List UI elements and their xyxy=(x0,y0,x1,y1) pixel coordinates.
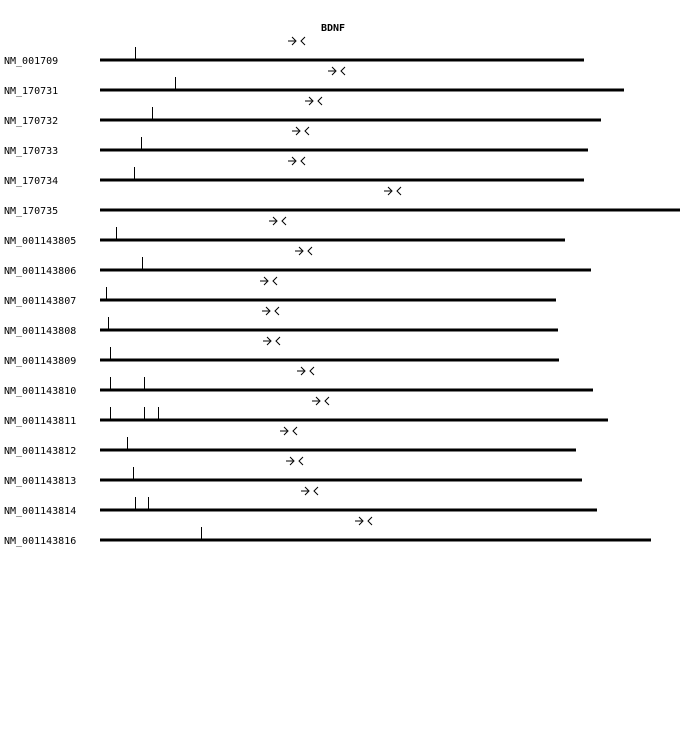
reverse-primer-icon xyxy=(273,277,277,285)
transcript-row xyxy=(4,277,556,307)
transcript-label: NM_001143814 xyxy=(4,506,77,517)
forward-primer-icon xyxy=(288,157,296,165)
forward-primer-icon xyxy=(260,277,268,285)
forward-primer-icon xyxy=(355,517,363,525)
forward-primer-icon xyxy=(292,127,300,135)
reverse-primer-icon xyxy=(341,67,345,75)
transcript-row xyxy=(4,187,680,217)
forward-primer-icon xyxy=(384,187,392,195)
transcript-row xyxy=(4,337,559,367)
forward-primer-icon xyxy=(301,487,309,495)
transcript-row xyxy=(4,367,593,397)
transcript-label: NM_170732 xyxy=(4,116,59,127)
reverse-primer-icon xyxy=(299,457,303,465)
transcript-row xyxy=(4,157,584,187)
reverse-primer-icon xyxy=(282,217,286,225)
transcript-row xyxy=(4,67,624,97)
forward-primer-icon xyxy=(305,97,313,105)
forward-primer-icon xyxy=(312,397,320,405)
transcript-row xyxy=(4,307,558,337)
transcript-label: NM_001143813 xyxy=(4,476,77,487)
forward-primer-icon xyxy=(263,337,271,345)
transcript-label: NM_001709 xyxy=(4,56,59,67)
transcript-row xyxy=(4,217,565,247)
forward-primer-icon xyxy=(328,67,336,75)
forward-primer-icon xyxy=(297,367,305,375)
transcript-label: NM_001143816 xyxy=(4,536,77,547)
transcript-label: NM_001143806 xyxy=(4,266,77,277)
transcript-row xyxy=(4,427,576,457)
transcript-label: NM_170731 xyxy=(4,86,59,97)
transcript-rows xyxy=(4,37,680,547)
forward-primer-icon xyxy=(286,457,294,465)
forward-primer-icon xyxy=(269,217,277,225)
transcript-label: NM_170733 xyxy=(4,146,59,157)
transcript-label: NM_001143810 xyxy=(4,386,77,397)
transcript-row xyxy=(4,37,584,67)
transcript-row xyxy=(4,397,608,427)
forward-primer-icon xyxy=(288,37,296,45)
forward-primer-icon xyxy=(280,427,288,435)
transcript-row xyxy=(4,247,591,277)
reverse-primer-icon xyxy=(301,157,305,165)
transcript-label: NM_001143807 xyxy=(4,296,77,307)
reverse-primer-icon xyxy=(275,307,279,315)
forward-primer-icon xyxy=(295,247,303,255)
transcript-row xyxy=(4,487,597,517)
transcript-label: NM_170735 xyxy=(4,206,59,217)
transcript-row xyxy=(4,457,582,487)
transcript-label: NM_001143811 xyxy=(4,416,77,427)
transcript-label: NM_001143808 xyxy=(4,326,77,337)
reverse-primer-icon xyxy=(305,127,309,135)
reverse-primer-icon xyxy=(276,337,280,345)
diagram-title: BDNF xyxy=(320,23,346,34)
transcript-label: NM_001143812 xyxy=(4,446,77,457)
reverse-primer-icon xyxy=(314,487,318,495)
reverse-primer-icon xyxy=(397,187,401,195)
reverse-primer-icon xyxy=(293,427,297,435)
transcript-row xyxy=(4,97,601,127)
reverse-primer-icon xyxy=(308,247,312,255)
reverse-primer-icon xyxy=(368,517,372,525)
transcript-label: NM_170734 xyxy=(4,176,59,187)
forward-primer-icon xyxy=(262,307,270,315)
transcript-row xyxy=(4,517,651,547)
transcript-label: NM_001143809 xyxy=(4,356,77,367)
transcript-row xyxy=(4,127,588,157)
reverse-primer-icon xyxy=(310,367,314,375)
reverse-primer-icon xyxy=(301,37,305,45)
transcript-label: NM_001143805 xyxy=(4,236,77,247)
reverse-primer-icon xyxy=(325,397,329,405)
reverse-primer-icon xyxy=(318,97,322,105)
